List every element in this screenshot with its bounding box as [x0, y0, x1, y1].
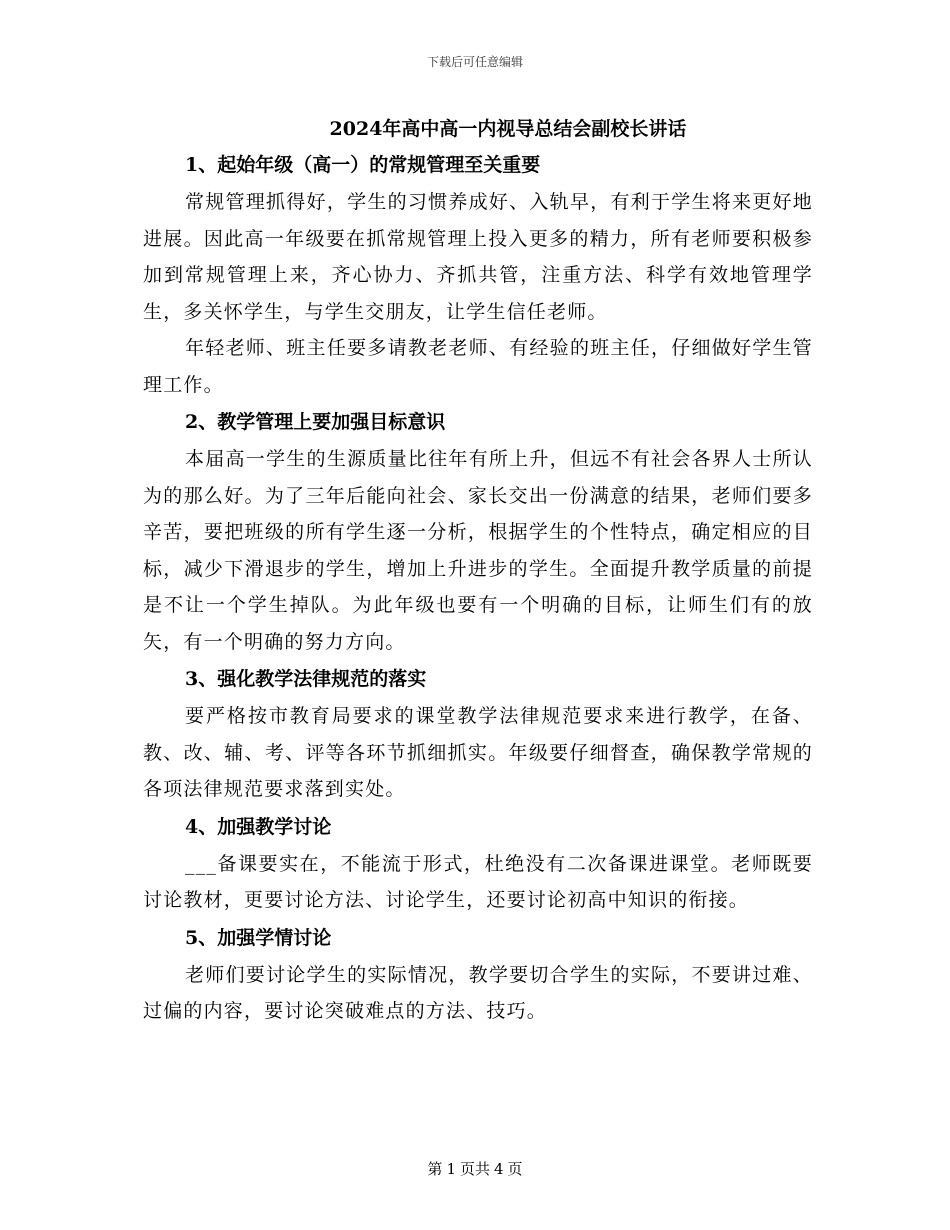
paragraph: 老师们要讨论学生的实际情况，教学要切合学生的实际，不要讲过难、过偏的内容，要讨论突破难点的方法、技巧。	[143, 963, 813, 1022]
section-heading: 4、加强教学讨论	[185, 815, 332, 838]
document-title: 2024年高中高一内视导总结会副校长讲话	[329, 118, 687, 140]
footer-middle: 页共	[459, 1160, 490, 1178]
section-heading: 2、教学管理上要加强目标意识	[185, 411, 446, 433]
section-2	[143, 403, 813, 660]
paragraph: 本届高一学生的生源质量比往年有所上升，但远不有社会各界人士所认为的那么好。为了三年后能向社会、家长交出一份满意的结果，老师们要多辛苦，要把班级的所有学生逐一分析，根据学生的个性特点，确定相应的目标，减少下滑退步的学生，增加上升进步的学生。全面提升教学质量的前提是不让一个学生掉队。为此年级也要有一个明确的目标，让师生们有的放矢，有一个明确的努力方向。	[143, 448, 813, 653]
section-3	[143, 660, 813, 808]
paragraph: ___备课要实在，不能流于形式，杜绝没有二次备课进课堂。老师既要讨论教材，更要讨论方法、讨论学生，还要讨论初高中知识的衔接。	[143, 852, 813, 911]
footer-prefix: 第	[427, 1160, 443, 1178]
section-heading: 5、加强学情讨论	[185, 926, 332, 949]
page-footer	[0, 1158, 950, 1179]
footer-page-number: 1	[446, 1160, 456, 1178]
footer-total-pages: 4	[494, 1160, 504, 1178]
section-heading: 1、起始年级（高一）的常规管理至关重要	[185, 154, 541, 176]
document-body	[143, 112, 813, 1030]
section-5	[143, 919, 813, 1030]
footer-suffix: 页	[507, 1160, 523, 1178]
paragraph: 常规管理抓得好，学生的习惯养成好、入轨早，有利于学生将来更好地进展。因此高一年级要在抓常规管理上投入更多的精力，所有老师要积极参加到常规管理上来，齐心协力、齐抓共管，注重方法、科学有效地管理学生，多关怀学生，与学生交朋友，让学生信任老师。	[143, 191, 813, 323]
paragraph: 要严格按市教育局要求的课堂教学法律规范要求来进行教学，在备、教、改、辅、考、评等各环节抓细抓实。年级要仔细督查，确保教学常规的各项法律规范要求落到实处。	[143, 705, 813, 800]
paragraph: 年轻老师、班主任要多请教老老师、有经验的班主任，仔细做好学生管理工作。	[143, 337, 813, 396]
section-4	[143, 808, 813, 919]
header-note: 下载后可任意编辑	[426, 55, 523, 69]
section-heading: 3、强化教学法律规范的落实	[185, 668, 427, 690]
section-1	[143, 146, 813, 403]
